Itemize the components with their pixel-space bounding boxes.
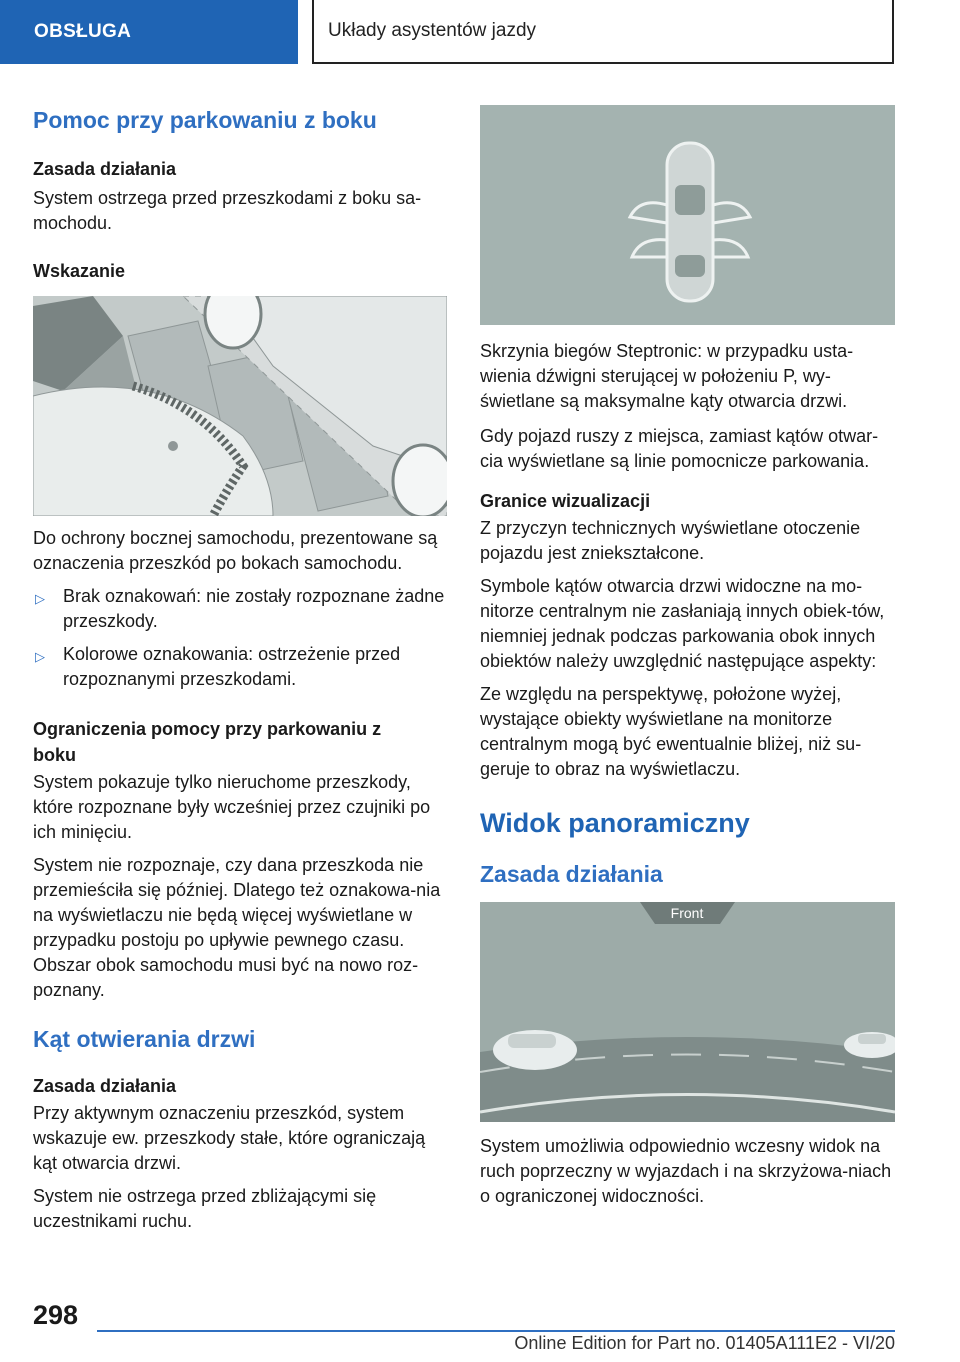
heading-principle-3: Zasada działania	[480, 861, 663, 887]
text-vis-2: Symbole kątów otwarcia drzwi widoczne na mo-nitorze centralnym nie zasłaniają innych obiek-tów, niemniej jednak podczas parkowania obok innych obiektów należy uwzględnić następujące aspekty:	[480, 576, 885, 671]
footer-divider	[97, 1330, 895, 1332]
text-vis-3: Ze względu na perspektywę, położone wyżej, wystające obiekty wyświetlane na monitorze centralnym mogą być ewentualnie bliżej, niż su-geruje to obraz na wyświetlaczu.	[480, 684, 862, 779]
triangle-bullet-icon: ▷	[35, 649, 45, 664]
panorama-illustration	[480, 902, 895, 1122]
door-angle-illustration	[480, 105, 895, 325]
footer-edition: Online Edition for Part no. 01405A111E2 - VI/20	[514, 1333, 895, 1353]
text-moving: Gdy pojazd ruszy z miejsca, zamiast kątów otwar-cia wyświetlane są linie pomocnicze parkowania.	[480, 426, 879, 471]
header-section-tab	[0, 0, 298, 64]
header-section-label: OBSŁUGA	[34, 21, 132, 42]
bullet-text: Brak oznakowań: nie zostały rozpoznane żadne przeszkody.	[63, 586, 445, 631]
text-door-1: Przy aktywnym oznaczeniu przeszkód, system wskazuje ew. przeszkody stałe, które ograniczają kąt otwarcia drzwi.	[33, 1103, 426, 1173]
text-limits-2: System nie rozpoznaje, czy dana przeszkoda nie przemieściła się później. Dlatego też oznakowa-nia na wyświetlaczu nie będą więcej wyświetlane w przypadku postoju po upływie pewnego czasu. Obszar obok samochodu musi być na nowo roz-poznany.	[33, 855, 441, 1000]
right-column	[480, 105, 895, 1209]
door-angle-svg	[480, 105, 895, 325]
heading-side-parking: Pomoc przy parkowaniu z boku	[33, 107, 377, 133]
text-vis-1: Z przyczyn technicznych wyświetlane otoczenie pojazdu jest zniekształcone.	[480, 518, 861, 563]
page-number: 298	[33, 1300, 79, 1330]
header-chapter-label: Układy asystentów jazdy	[328, 20, 537, 41]
bullet-text: Kolorowe oznakowania: ostrzeżenie przed rozpoznanymi przeszkodami.	[63, 644, 401, 689]
text-door-2: System nie ostrzega przed zbliżającymi się uczestnikami ruchu.	[33, 1186, 377, 1231]
list-item	[33, 584, 447, 634]
text-steptronic: Skrzynia biegów Steptronic: w przypadku usta-wienia dźwigni sterującej w położeniu P, wy-świetlane są maksymalne kąty otwarcia drzwi.	[480, 341, 854, 411]
text-panorama: System umożliwia odpowiednio wczesny widok na ruch poprzeczny w wyjazdach i na skrzyżowa-niach o ograniczonej widoczności.	[480, 1136, 892, 1206]
heading-vis-limits: Granice wizualizacji	[480, 491, 651, 511]
heading-indication: Wskazanie	[33, 261, 126, 281]
heading-door-angle: Kąt otwierania drzwi	[33, 1026, 256, 1052]
heading-principle: Zasada działania	[33, 159, 177, 179]
heading-principle-2: Zasada działania	[33, 1076, 177, 1096]
side-parking-svg	[33, 296, 447, 516]
text-limits-1: System pokazuje tylko nieruchome przeszkody, które rozpoznane były wcześniej przez czujniki po ich minięciu.	[33, 772, 431, 842]
list-item	[33, 642, 447, 692]
panorama-svg	[480, 902, 895, 1122]
left-column	[33, 100, 447, 1234]
side-parking-illustration	[33, 296, 447, 516]
header-chapter-box	[312, 0, 894, 64]
heading-panorama: Widok panoramiczny	[480, 808, 750, 838]
triangle-bullet-icon: ▷	[35, 591, 45, 606]
text-principle: System ostrzega przed przeszkodami z boku sa-mochodu.	[33, 188, 422, 233]
text-indication: Do ochrony bocznej samochodu, prezentowane są oznaczenia przeszkód po bokach samochodu.	[33, 528, 438, 573]
bullet-list	[33, 584, 447, 692]
heading-limits: Ograniczenia pomocy przy parkowaniu z boku	[33, 719, 382, 765]
front-label: Front	[670, 905, 704, 921]
